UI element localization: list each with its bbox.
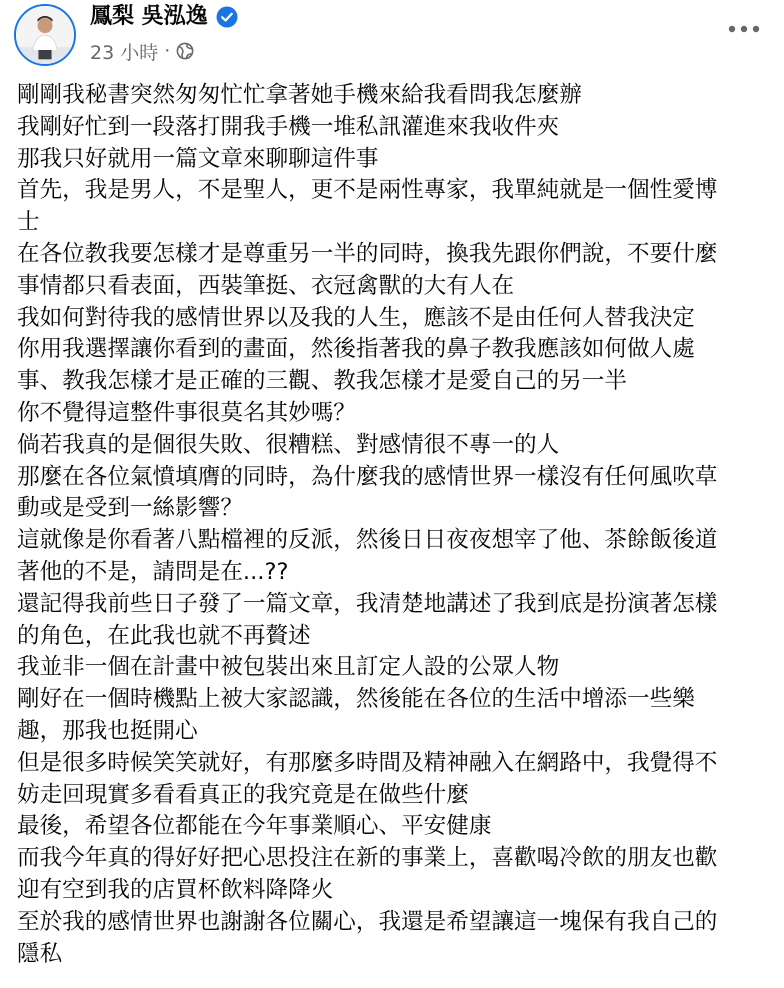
post-line: 事、教我怎樣才是正確的三觀、教我怎樣才是愛自己的另一半: [17, 368, 628, 395]
post-line: 倘若我真的是個很失敗、很糟糕、對感情很不專一的人: [17, 431, 560, 458]
post-line: 著他的不是，請問是在...??: [17, 558, 289, 585]
meta-separator: ·: [164, 40, 171, 62]
post-line: 隱私: [17, 940, 63, 967]
post-meta: [90, 38, 194, 64]
post-text: [17, 80, 769, 970]
avatar[interactable]: [14, 4, 76, 66]
post-line: 你用我選擇讓你看到的畫面，然後指著我的鼻子教我應該如何做人處: [17, 336, 695, 363]
post-line: 那我只好就用一篇文章來聊聊這件事: [17, 145, 379, 172]
post-line: 動或是受到一絲影響？: [17, 495, 243, 522]
post-line: 趣，那我也挺開心: [17, 717, 198, 744]
post-line: 妨走回現實多看看真正的我究竟是在做些什麼: [17, 781, 469, 808]
post-line: 我剛好忙到一段落打開我手機一堆私訊灌進來我收件夾: [17, 113, 560, 140]
post-line: 剛剛我秘書突然匆匆忙忙拿著她手機來給我看問我怎麼辦: [17, 82, 582, 108]
post-line: 最後，希望各位都能在今年事業順心、平安健康: [17, 813, 492, 840]
post-line: 士: [17, 209, 40, 236]
author-row: [90, 2, 238, 32]
post-line: 的角色，在此我也就不再贅述: [17, 622, 311, 649]
more-horizontal-icon: [728, 25, 760, 33]
author-name[interactable]: 鳳梨 吳泓逸: [90, 4, 208, 29]
post-line: 但是很多時候笑笑就好，有那麼多時間及精神融入在網路中，我覺得不: [17, 749, 718, 776]
post-timestamp[interactable]: 23 小時: [90, 41, 159, 64]
post-line: 還記得我前些日子發了一篇文章，我清楚地講述了我到底是扮演著怎樣: [17, 590, 718, 617]
post-line: 事情都只看表面，西裝筆挺、衣冠禽獸的大有人在: [17, 272, 515, 299]
post-header: [0, 0, 784, 74]
post-line: 首先，我是男人，不是聖人，更不是兩性專家，我單純就是一個性愛博: [17, 177, 718, 204]
post-line: 在各位教我要怎樣才是尊重另一半的同時，換我先跟你們說，不要什麼: [17, 240, 718, 267]
verified-badge-icon: [216, 6, 238, 28]
post-line: 這就像是你看著八點檔裡的反派，然後日日夜夜想宰了他、茶餘飯後道: [17, 527, 718, 554]
post-line: 而我今年真的得好好把心思投注在新的事業上，喜歡喝冷飲的朋友也歡: [17, 845, 718, 872]
post-line: 我如何對待我的感情世界以及我的人生，應該不是由任何人替我決定: [17, 304, 695, 331]
post-line: 我並非一個在計畫中被包裝出來且訂定人設的公眾人物: [17, 654, 560, 681]
post-line: 那麼在各位氣憤填膺的同時，為什麼我的感情世界一樣沒有任何風吹草: [17, 463, 718, 490]
post-line: 你不覺得這整件事很莫名其妙嗎？: [17, 399, 356, 426]
more-options-button[interactable]: [724, 14, 764, 44]
post-line: 至於我的感情世界也謝謝各位關心，我還是希望讓這一塊保有我自己的: [17, 908, 718, 935]
post-line: 迎有空到我的店買杯飲料降降火: [17, 876, 334, 903]
post-line: 剛好在一個時機點上被大家認識，然後能在各位的生活中增添一些樂: [17, 686, 695, 713]
avatar-photo: [16, 6, 74, 64]
globe-icon[interactable]: [176, 42, 194, 60]
